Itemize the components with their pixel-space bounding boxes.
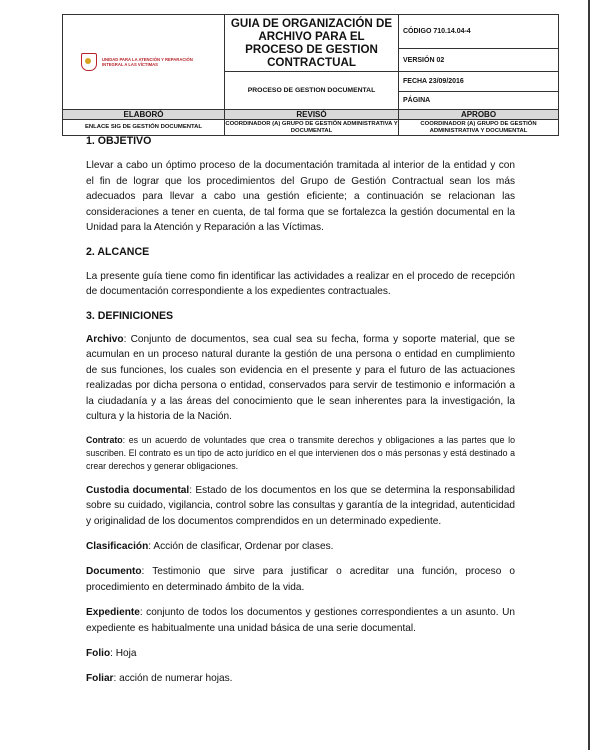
objetivo-text: Llevar a cabo un óptimo proceso de la documentación tramitada al interior de la entidad y con el fin de lograr que los procedimientos del Grupo de Gestión Contractual sean los más adecuados para llevar a cabo una gestión eficiente; a continuación se relacionan las consideraciones a tener en cuenta, de tal forma que se fortalezca la gestión documental en la Unidad para la Atención y Reparación a las Víctimas. xyxy=(86,160,515,234)
aprobo-label: APROBO xyxy=(399,110,559,120)
definition-term: Foliar xyxy=(86,673,114,685)
definition-text: : Acción de clasificar, Ordenar por clases. xyxy=(148,540,334,552)
section-title-definiciones: 3. DEFINICIONES xyxy=(86,309,174,322)
definition-documento xyxy=(86,564,515,595)
code-field: CÓDIGO 710.14.04-4 xyxy=(399,15,559,49)
elaboro-value: ENLACE SIG DE GESTIÓN DOCUMENTAL xyxy=(63,120,225,136)
definition-text: : Testimonio que sirve para justificar o acreditar una función, proceso o procedimiento en determinado ámbito de la vida. xyxy=(86,566,515,593)
definition-term: Custodia documental xyxy=(86,484,190,496)
definition-term: Expediente xyxy=(86,607,140,619)
date-field: FECHA 23/09/2016 xyxy=(399,72,559,92)
document-body xyxy=(86,134,515,687)
logo-cell xyxy=(63,15,225,110)
definition-text: : Conjunto de documentos, sea cual sea su fecha, forma y soporte material, que se acumulan en un proceso natural durante la gestión de una persona o entidad en cumplimiento de sus funciones, los cuales son evidencia en el presente y para el futuro de las actuaciones realizadas por dicha persona o entidad, conservados para servir de testimonio e información a la ciudadanía y a las áreas del conocimiento que le sean inherentes para la investigación, la cultura y la historia de la Nación. xyxy=(86,334,515,423)
section-title-alcance: 2. ALCANCE xyxy=(86,246,150,259)
definition-contrato xyxy=(86,434,515,474)
definition-text: : Estado de los documentos en los que se determina la responsabilidad sobre su cuidado, vigilancia, control sobre las consultas y garantía de la integridad, autenticidad y originalidad de los documentos comprendidos en un determinado expediente. xyxy=(86,484,515,527)
alcance-text: La presente guía tiene como fin identificar las actividades a realizar en el procedo de recepción de documentación correspondiente a los expedientes contractuales. xyxy=(86,270,515,298)
aprobo-value: COORDINADOR (A) GRUPO DE GESTIÓN ADMINISTRATIVA Y DOCUMENTAL xyxy=(399,120,559,136)
reviso-label: REVISÓ xyxy=(225,110,399,120)
definition-term: Folio xyxy=(86,647,111,659)
definition-term: Archivo xyxy=(86,334,124,346)
unidad-victimas-logo xyxy=(63,53,224,71)
definition-archivo xyxy=(86,332,515,424)
process-name: PROCESO DE GESTION DOCUMENTAL xyxy=(225,72,399,110)
document-title: GUIA DE ORGANIZACIÓN DE ARCHIVO PARA EL PROCESO DE GESTION CONTRACTUAL xyxy=(230,17,393,69)
reviso-value: COORDINADOR (A) GRUPO DE GESTIÓN ADMINISTRATIVA Y DOCUMENTAL xyxy=(225,120,398,134)
definition-clasificacion xyxy=(86,539,515,554)
definition-foliar xyxy=(86,671,515,686)
coat-of-arms-icon xyxy=(81,53,97,71)
definition-text: : conjunto de todos los documentos y gestiones correspondientes a un asunto. Un expediente es habitualmente una unidad básica de una serie documental. xyxy=(86,607,515,634)
definition-text: : Hoja xyxy=(110,647,137,659)
logo-text: UNIDAD PARA LA ATENCIÓN Y REPARACIÓN INTEGRAL A LAS VÍCTIMAS xyxy=(102,57,193,67)
definition-term: Documento xyxy=(86,566,142,578)
elaboro-label: ELABORÓ xyxy=(63,110,225,120)
title-cell xyxy=(225,15,399,72)
definition-term: Clasificación xyxy=(86,540,149,552)
definition-term: Contrato xyxy=(86,434,123,445)
version-field: VERSIÓN 02 xyxy=(399,49,559,72)
definition-custodia xyxy=(86,483,515,529)
definition-expediente xyxy=(86,605,515,636)
definition-text: : acción de numerar hojas. xyxy=(113,673,233,685)
definition-text: : es un acuerdo de voluntades que crea o transmite derechos y obligaciones a las partes que lo suscriben. El contrato es un tipo de acto jurídico en el que intervienen dos o más personas y está destinado a crear derechos y generar obligaciones. xyxy=(86,434,515,472)
section-title-objetivo: 1. OBJETIVO xyxy=(86,135,152,147)
document-header xyxy=(62,14,559,136)
definition-folio xyxy=(86,646,515,661)
page-field: PÁGINA xyxy=(399,92,559,110)
